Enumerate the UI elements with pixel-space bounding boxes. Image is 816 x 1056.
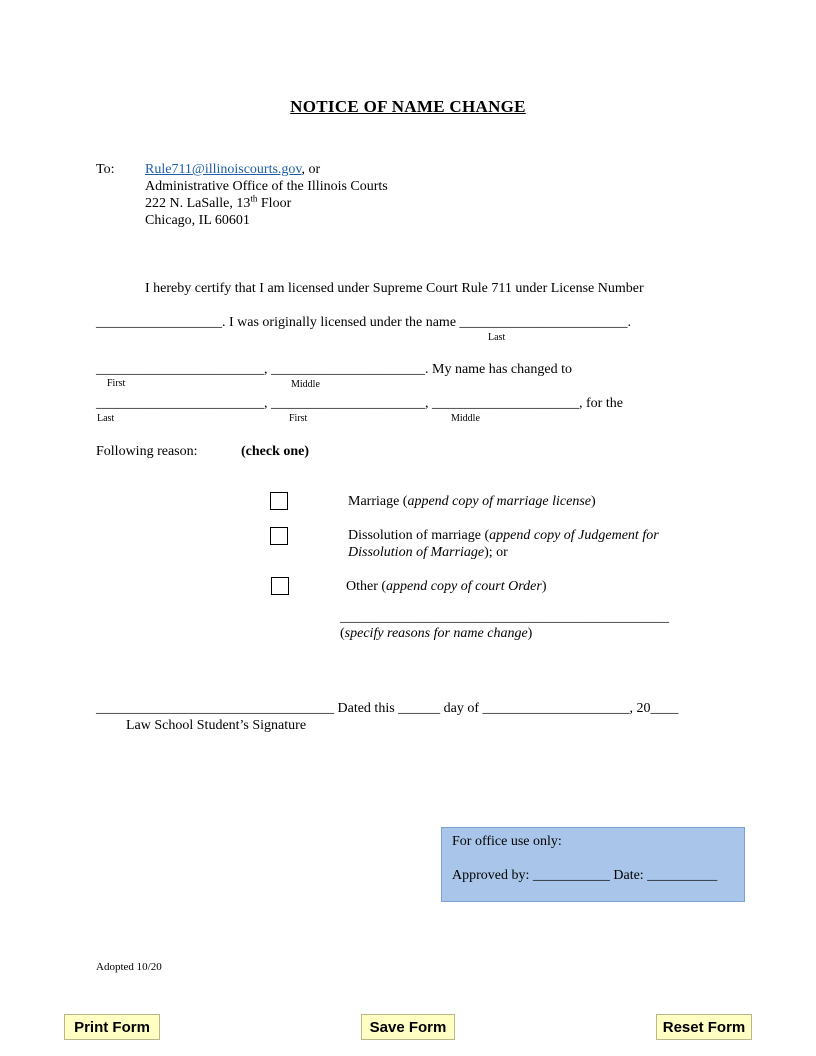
reason-caption <box>340 625 532 642</box>
address-line-2-pre: 222 N. LaSalle, 13 <box>145 196 251 211</box>
office-use-box <box>441 827 745 902</box>
reason-post: ) <box>527 626 533 641</box>
check-one-label: (check one) <box>241 444 310 459</box>
reason-pre: ( <box>340 626 345 641</box>
label-middle-2: Middle <box>451 413 480 424</box>
address-line-1: Administrative Office of the Illinois Courts <box>145 179 388 194</box>
print-form-button[interactable]: Print Form <box>64 1014 160 1040</box>
original-first-middle-line[interactable]: ________________________, ______________________. My name has changed to <box>96 362 572 377</box>
page-title: NOTICE OF NAME CHANGE <box>290 97 526 116</box>
dissolution-checkbox[interactable] <box>270 527 288 545</box>
marriage-pre: Marriage ( <box>348 494 408 509</box>
other-checkbox[interactable] <box>271 577 289 595</box>
office-approved-line: Approved by: ___________ Date: __________ <box>452 868 718 883</box>
reset-form-button[interactable]: Reset Form <box>656 1014 752 1040</box>
email-link[interactable]: Rule711@illinoiscourts.gov <box>145 162 302 177</box>
license-number-field[interactable]: __________________ <box>96 315 222 330</box>
marriage-post: ) <box>590 494 596 509</box>
new-name-line[interactable]: ________________________, ______________________, _____________________, for the <box>96 396 623 411</box>
address-line-3: Chicago, IL 60601 <box>145 213 250 228</box>
other-post: ) <box>541 579 547 594</box>
adopted-date: Adopted 10/20 <box>96 961 162 973</box>
other-italic: append copy of court Order <box>386 579 542 594</box>
dissolution-post: ); or <box>484 545 508 560</box>
dissolution-italic-2: Dissolution of Marriage <box>348 545 485 560</box>
label-last-2: Last <box>97 413 115 424</box>
other-pre: Other ( <box>346 579 387 594</box>
office-use-heading: For office use only: <box>452 834 562 849</box>
address-line-2-sup: th <box>250 193 258 204</box>
other-option <box>346 578 547 595</box>
signature-date-line[interactable]: __________________________________ Dated this ______ day of _____________________, 20____ <box>96 701 679 716</box>
following-reason-label: Following reason: <box>96 444 198 459</box>
original-name-line <box>96 314 631 331</box>
save-form-button[interactable]: Save Form <box>361 1014 455 1040</box>
certify-text: I hereby certify that I am licensed under Supreme Court Rule 711 under License Number <box>145 281 644 296</box>
marriage-checkbox[interactable] <box>270 492 288 510</box>
original-name-end: . <box>627 315 632 330</box>
email-suffix: , or <box>301 162 321 177</box>
signature-label: Law School Student’s Signature <box>126 718 307 733</box>
email-line <box>145 161 320 178</box>
address-line-2-post: Floor <box>257 196 292 211</box>
label-first-2: First <box>289 413 308 424</box>
marriage-option <box>348 493 596 510</box>
to-label: To: <box>96 162 115 177</box>
dissolution-option-line-1 <box>348 527 659 544</box>
marriage-italic: append copy of marriage license <box>407 494 591 509</box>
dissolution-italic-1: append copy of Judgement for <box>489 528 659 543</box>
reason-italic: specify reasons for name change <box>344 626 528 641</box>
dissolution-pre: Dissolution of marriage ( <box>348 528 490 543</box>
reason-field[interactable]: _______________________________________________ <box>340 610 669 625</box>
original-last-name-field[interactable]: ________________________ <box>459 315 628 330</box>
address-line-2 <box>145 195 291 212</box>
label-first-1: First <box>107 378 126 389</box>
dissolution-option-line-2 <box>348 544 508 561</box>
original-name-text: . I was originally licensed under the name <box>222 315 460 330</box>
label-middle-1: Middle <box>291 379 320 390</box>
label-last-1: Last <box>488 332 506 343</box>
